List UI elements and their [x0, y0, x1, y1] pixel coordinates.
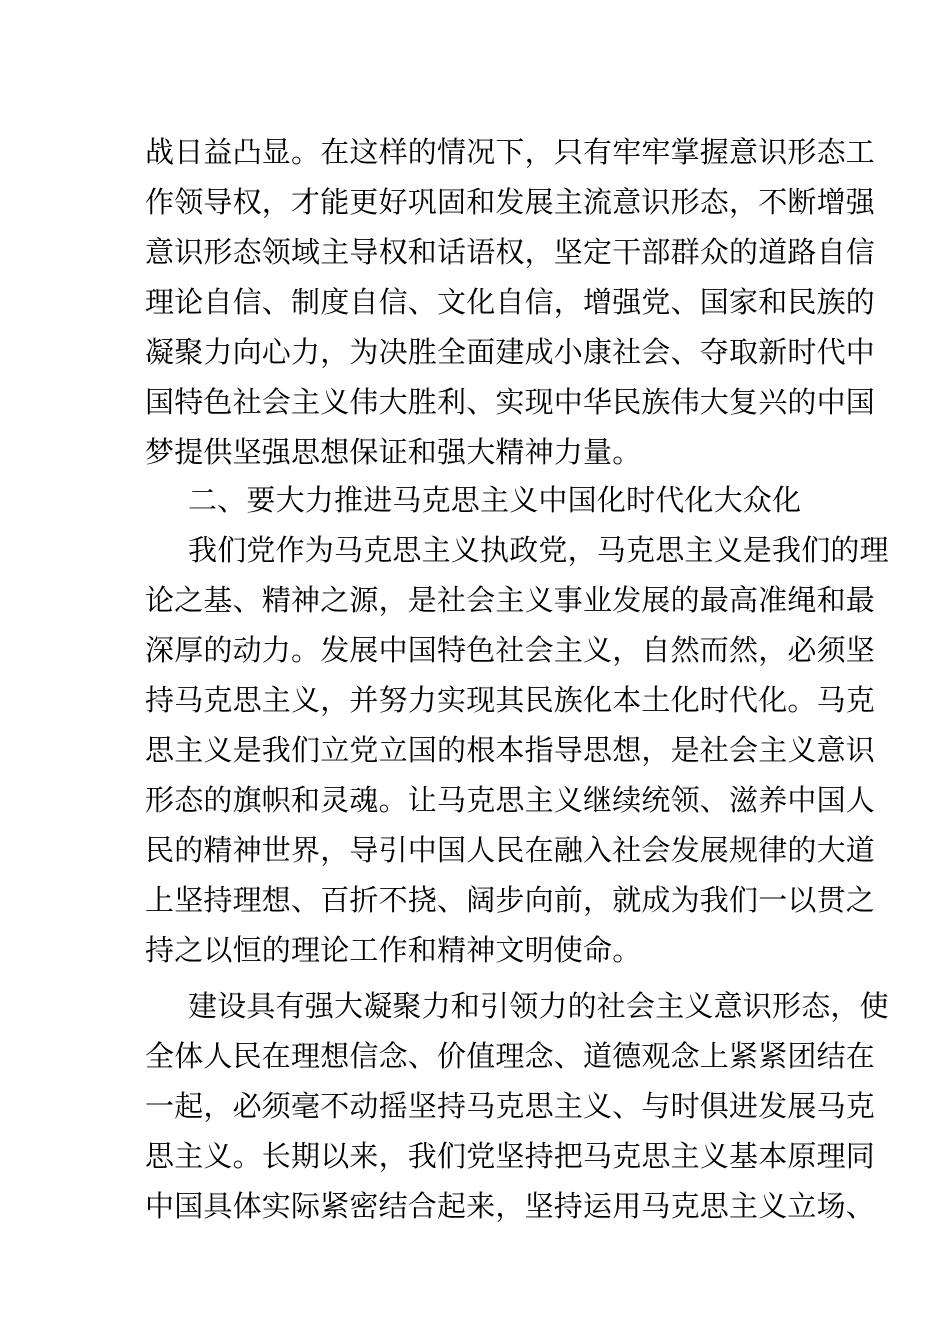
text-line: 国特色社会主义伟大胜利、实现中华民族伟大复兴的中国 — [145, 385, 876, 419]
text-line: 思主义是我们立党立国的根本指导思想，是社会主义意识 — [145, 733, 876, 767]
text-line: 形态的旗帜和灵魂。让马克思主义继续统领、滋养中国人 — [145, 783, 876, 817]
text-line: 梦提供坚强思想保证和强大精神力量。 — [145, 435, 642, 469]
text-line: 全体人民在理想信念、价值理念、道德观念上紧紧团结在 — [145, 1039, 876, 1073]
section-heading: 二、要大力推进马克思主义中国化时代化大众化 — [188, 483, 802, 517]
text-line: 建设具有强大凝聚力和引领力的社会主义意识形态，使 — [188, 989, 889, 1023]
text-line: 持马克思主义，并努力实现其民族化本土化时代化。马克 — [145, 683, 876, 717]
text-line: 思主义。长期以来，我们党坚持把马克思主义基本原理同 — [145, 1139, 876, 1173]
text-line: 中国具体实际紧密结合起来，坚持运用马克思主义立场、 — [145, 1189, 876, 1223]
text-line: 一起，必须毫不动摇坚持马克思主义、与时俱进发展马克 — [145, 1089, 876, 1123]
text-line: 上坚持理想、百折不挠、阔步向前，就成为我们一以贯之 — [145, 883, 876, 917]
text-line: 凝聚力向心力，为决胜全面建成小康社会、夺取新时代中 — [145, 335, 876, 369]
text-line: 深厚的动力。发展中国特色社会主义，自然而然，必须坚 — [145, 633, 876, 667]
text-line: 论之基、精神之源，是社会主义事业发展的最高准绳和最 — [145, 583, 876, 617]
text-line: 我们党作为马克思主义执政党，马克思主义是我们的理 — [188, 533, 889, 567]
text-line: 民的精神世界，导引中国人民在融入社会发展规律的大道 — [145, 833, 876, 867]
text-line: 作领导权，才能更好巩固和发展主流意识形态，不断增强 — [145, 185, 876, 219]
text-line: 战日益凸显。在这样的情况下，只有牢牢掌握意识形态工 — [145, 135, 876, 169]
text-line: 持之以恒的理论工作和精神文明使命。 — [145, 933, 642, 967]
text-line: 意识形态领域主导权和话语权，坚定干部群众的道路自信 — [145, 235, 876, 269]
text-line: 理论自信、制度自信、文化自信，增强党、国家和民族的 — [145, 285, 876, 319]
